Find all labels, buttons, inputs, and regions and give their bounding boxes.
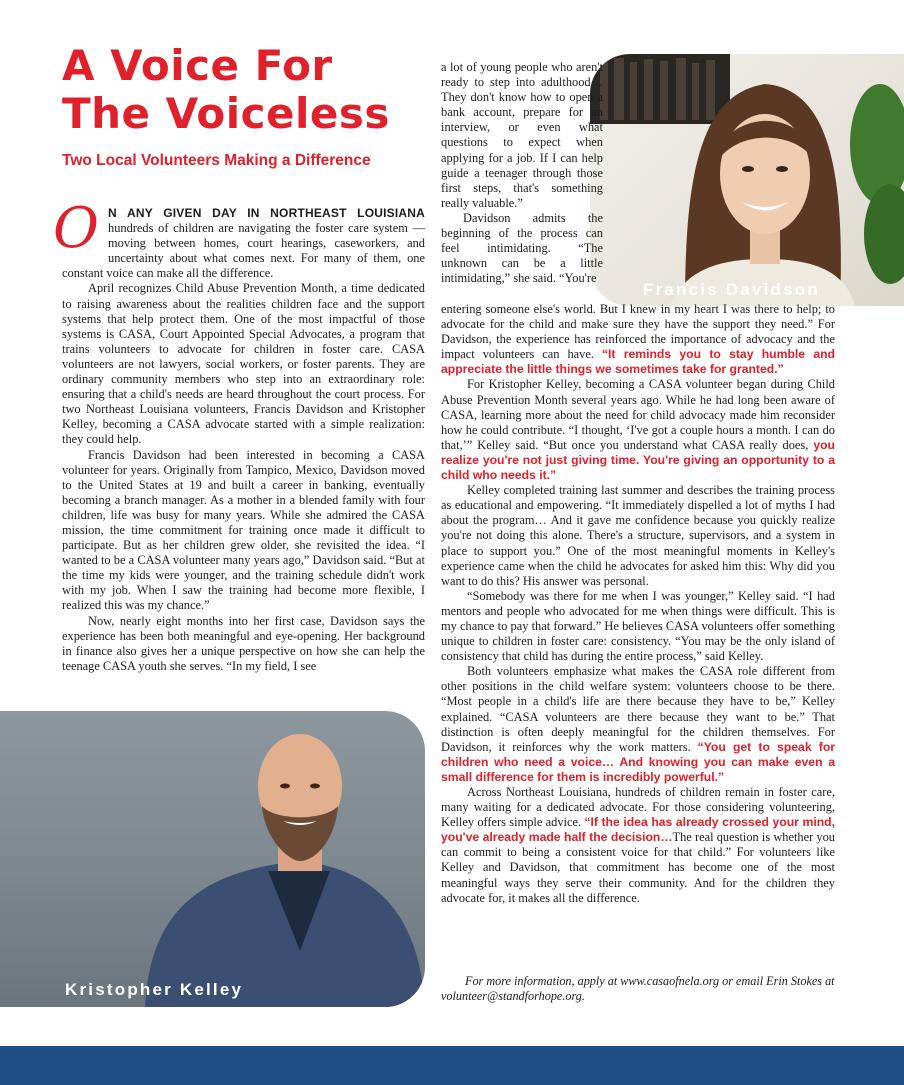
footer-bar: [0, 1046, 904, 1085]
paragraph-text: Across Northeast Louisiana, hundreds of children remain in foster care, many waiting for a dedicated advocate. For those considering volunteering, Kelley offers simple advice.: [441, 785, 835, 830]
pull-quote: you realize you're not just giving time. You're giving an opportunity to a child who needs it.”: [441, 437, 835, 483]
article-paragraph: “Somebody was there for me when I was younger,” Kelley said. “I had mentors and people who advocated for me when things were difficult. This is my chance to pay that forward.” He believes CASA volunteers offer something unique to children in foster care: consistency. “You may be the only island of consistency that child has during the entire process,” said Kelley.: [441, 588, 835, 664]
article-paragraph: Now, nearly eight months into her first case, Davidson says the experience has been both meaningful and eye-opening. Her background in finance also gives her a unique perspective on how she can help the teenage CASA youth she serves. “In my field, I see: [62, 613, 425, 673]
article-paragraph: [441, 785, 835, 906]
paragraph-text: hundreds of children are navigating the foster care system — moving between homes, court hearings, caseworkers, and uncertainty about what comes next. For many of them, one constant voice can make all the difference.: [62, 221, 425, 281]
lead-in: N ANY GIVEN DAY IN NORTHEAST LOUISIANA: [108, 206, 425, 220]
article-column-left: [53, 196, 425, 674]
kristopher-kelley-caption: Kristopher Kelley: [65, 980, 244, 999]
article-subtitle: Two Local Volunteers Making a Difference: [62, 152, 371, 169]
francis-davidson-photo: [590, 54, 904, 306]
drop-cap: O: [53, 196, 99, 261]
article-title: A Voice For The Voiceless: [62, 41, 390, 138]
more-info-note: [441, 974, 835, 1004]
pull-quote: “You get to speak for children who need a voice… And knowing you can make even a small difference for them is incredibly powerful.”: [441, 739, 836, 784]
article-paragraph: April recognizes Child Abuse Prevention Month, a time dedicated to raising awareness about the realities children face and the support systems that help protect them. One of the most impactful of those systems is CASA, Court Appointed Special Advocates, a program that trains volunteers to advocate for children in foster care. CASA volunteers are not lawyers, social workers, or foster parents. They are ordinary community members who step into an extraordinary role: ensuring that a child's needs are heard throughout the court process. For two Northeast Louisiana volunteers, Francis Davidson and Kristopher Kelley, becoming a CASA advocate started with a simple realization: they could help.: [62, 281, 425, 447]
kristopher-kelley-portrait-illustration: [0, 711, 425, 1007]
article-paragraph: [441, 377, 835, 483]
article-paragraph: Davidson admits the beginning of the process can feel intimidating. “The unknown can be a little intimidating,” she said. “You're: [441, 210, 603, 286]
article-paragraph: a lot of young people who aren't ready to step into adulthood… They don't know how to open a bank account, prepare for an interview, or even what questions to expect when applying for a job. If I can help guide a teenager through those first steps, that's something really valuable.”: [441, 60, 603, 210]
article-paragraph: Kelley completed training last summer and describes the training process as educational and empowering. “It immediately dispelled a lot of myths I had about the program… And it gave me confidence because you quickly realize you're not doing this alone. There's a structure, supervisors, and a system in place to support you.” One of the most meaningful moments in Kelley's experience came when the child he advocates for asked him this: Why did you want to do this? His answer was personal.: [441, 483, 835, 588]
article-column-right-top: [441, 60, 603, 286]
article-paragraph: [441, 664, 835, 785]
pull-quote: “It reminds you to stay humble and appreciate the little things we sometimes take for granted.”: [441, 347, 835, 377]
kristopher-kelley-photo: [0, 711, 425, 1007]
more-info-text: For more information, apply at www.casaofnela.org or email Erin Stokes at volunteer@standforhope.org.: [441, 974, 835, 1003]
paragraph-text: The real question is whether you can commit to being a consistent voice for that child.” For volunteers like Kelley and Davidson, that commitment has become one of the most meaningful ways they serve their community. And for the children they advocate for, it makes all the difference.: [441, 830, 835, 905]
francis-davidson-portrait-illustration: [590, 54, 904, 306]
francis-davidson-caption: Francis Davidson: [643, 280, 820, 299]
paragraph-text: entering someone else's world. But I knew in my heart I was there to help; to advocate for the child and make sure they have the support they need.” For Davidson, the experience has reinforced the importance of advocacy and the impact volunteers can have.: [441, 302, 835, 362]
article-paragraph: [53, 196, 425, 281]
article-paragraph: [441, 302, 835, 377]
article-column-right: [441, 302, 835, 906]
paragraph-text: For Kristopher Kelley, becoming a CASA volunteer began during Child Abuse Prevention Month several years ago. While he had long been aware of CASA, learning more about the need for child advocacy made him reconsider how he could contribute. “I thought, ‘I've got a couple hours a month. I can do that,’” Kelley said. “But once you understand what CASA really does,: [441, 377, 835, 452]
pull-quote: “If the idea has already crossed your mind, you've already made half the decision…: [441, 815, 835, 845]
paragraph-text: Both volunteers emphasize what makes the CASA role different from other positions in the child welfare system: volunteers choose to be there. “Most people in a child's life are there because they have to be,” Kelley explained. “CASA volunteers are there because they want to be.” That distinction is often deeply meaningful for the children themselves. For Davidson, it reinforces why the work matters.: [441, 664, 835, 754]
article-paragraph: Francis Davidson had been interested in becoming a CASA volunteer for years. Originally from Tampico, Mexico, Davidson moved to the United States at 19 and built a career in banking, eventually becoming a branch manager. As a mother in a blended family with four children, life was busy for many years. While she admired the CASA mission, the time commitment for training once made it difficult to participate. But as her children grew older, she revisited the idea. “I wanted to be a CASA volunteer many years ago,” Davidson said. “But at the time my kids were younger, and the training schedule didn't work with my job. When I saw the training had become more flexible, I realized this was my chance.”: [62, 447, 425, 613]
